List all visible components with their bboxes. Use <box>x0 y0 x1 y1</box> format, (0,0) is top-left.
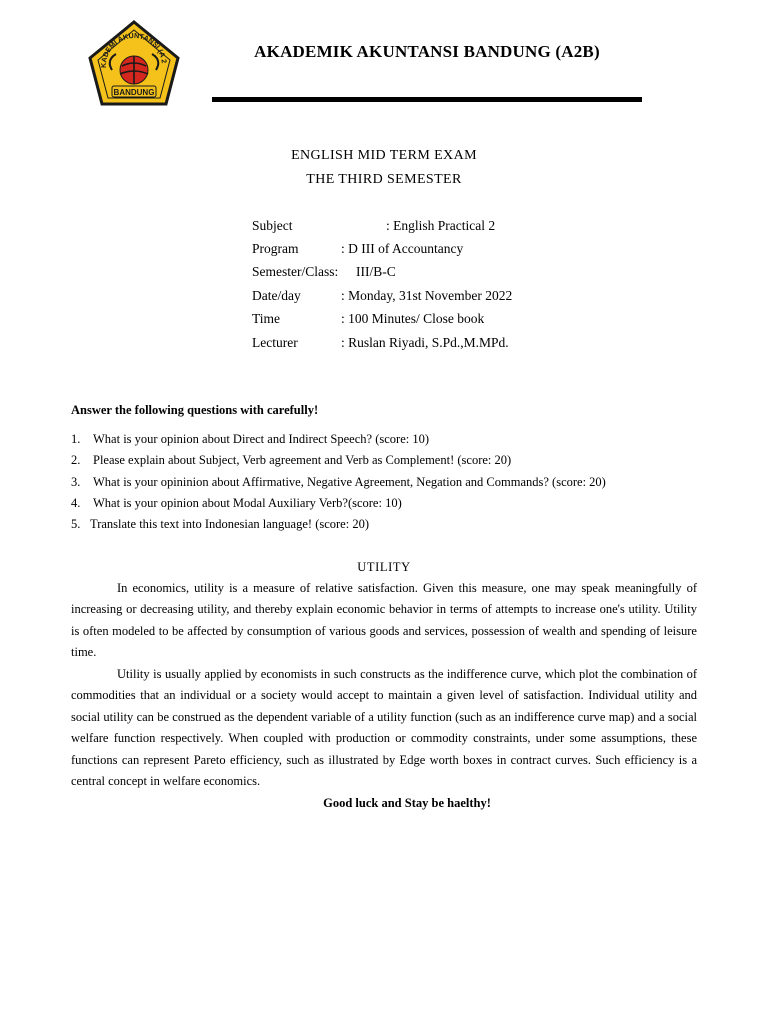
info-label: Semester/Class: <box>252 264 339 279</box>
info-value: : Monday, 31st November 2022 <box>341 288 513 303</box>
instruction: Answer the following questions with carefully! <box>71 403 319 417</box>
passage-paragraph: In economics, utility is a measure of relative satisfaction. Given this measure, one may speak meaningfully of increasing or decreasing utility, and thereby explain economic behavior in terms of attempts to increase one's utility. Utility is often modeled to be affected by consumption of various goods and services, possession of wealth and spending of leisure time. <box>71 581 697 660</box>
exam-subtitle: THE THIRD SEMESTER <box>306 172 462 187</box>
header-divider <box>212 97 642 102</box>
info-label: Date/day <box>252 288 301 303</box>
info-value: : D III of Accountancy <box>341 241 464 256</box>
question-text: What is your opinion about Modal Auxiliary Verb?(score: 10) <box>93 496 402 510</box>
question-text: What is your opininion about Affirmative, Negative Agreement, Negation and Commands? (score: 20) <box>93 475 606 489</box>
info-value: III/B-C <box>356 264 396 279</box>
passage-title: UTILITY <box>357 560 411 574</box>
question-text: What is your opinion about Direct and Indirect Speech? (score: 10) <box>93 432 429 446</box>
info-value: : English Practical 2 <box>386 218 496 233</box>
question-number: 4. <box>71 496 81 510</box>
info-label: Subject <box>252 218 293 233</box>
info-label: Lecturer <box>252 335 298 350</box>
logo-text-top: KADEMI AKUNTANSI (A 2 <box>98 30 169 69</box>
question-text: Please explain about Subject, Verb agreement and Verb as Complement! (score: 20) <box>93 453 512 467</box>
institution-logo <box>86 20 182 108</box>
closing-message: Good luck and Stay be haelthy! <box>323 796 491 810</box>
info-label: Program <box>252 241 299 256</box>
question-number: 1. <box>71 432 81 446</box>
exam-title: ENGLISH MID TERM EXAM <box>291 148 477 163</box>
question-text: Translate this text into Indonesian language! (score: 20) <box>90 517 369 531</box>
question-number: 3. <box>71 475 81 489</box>
institution-name: AKADEMIK AKUNTANSI BANDUNG (A2B) <box>254 42 600 61</box>
info-value: : 100 Minutes/ Close book <box>341 311 485 326</box>
question-number: 5. <box>71 517 81 531</box>
logo-text-bottom: BANDUNG <box>113 88 155 97</box>
question-number: 2. <box>71 453 81 467</box>
info-value: : Ruslan Riyadi, S.Pd.,M.MPd. <box>341 335 509 350</box>
info-label: Time <box>252 311 281 326</box>
passage-paragraph: Utility is usually applied by economists in such constructs as the indifference curve, which plot the combination of commodities that an individual or a society would accept to maintain a given level of satisfaction. Individual utility and social utility can be construed as the dependent variable of a utility function (such as an indifference curve map) and a social welfare function respectively. When coupled with production or commodity constraints, under some assumptions, these functions can represent Pareto efficiency, such as illustrated by Edge worth boxes in contract curves. Such efficiency is a central concept in welfare economics. <box>71 667 697 789</box>
